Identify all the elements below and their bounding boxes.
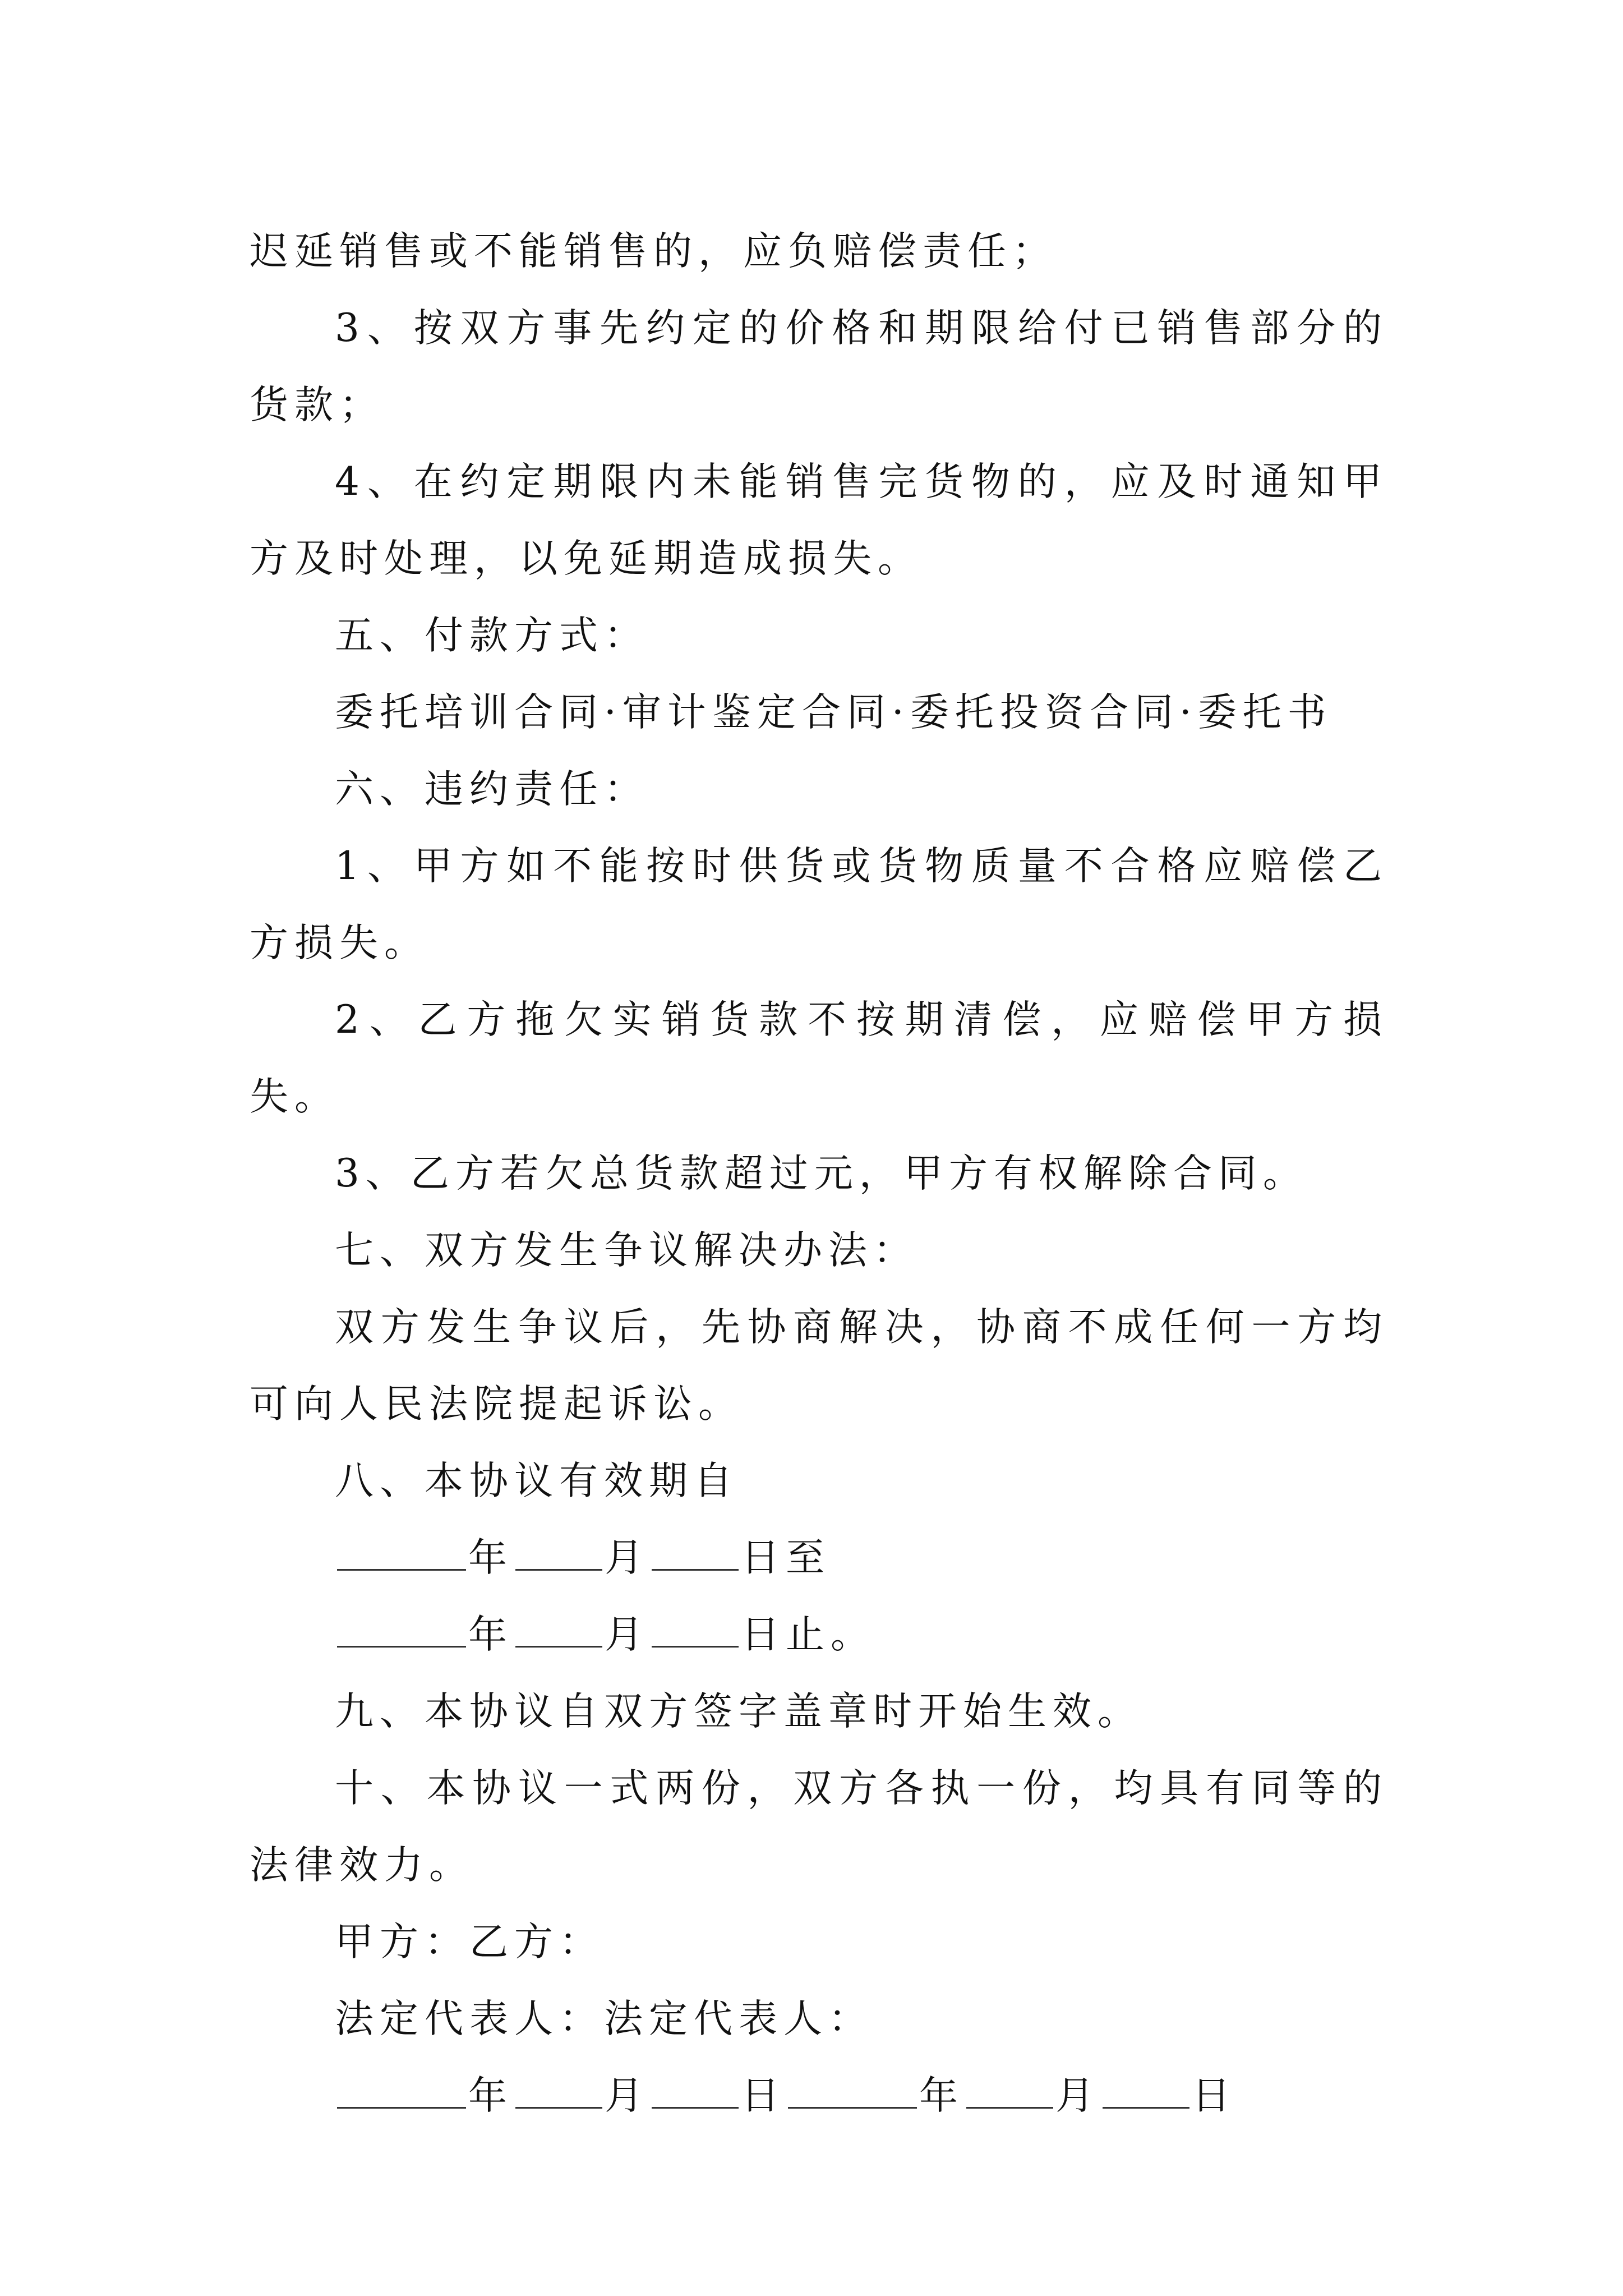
parties-line: 甲方：乙方：	[335, 1920, 604, 1964]
day-label: 日至	[741, 1535, 831, 1580]
validity-start-date	[250, 1520, 1388, 1596]
month-label: 月	[605, 1535, 649, 1580]
party-a-month-label: 月	[605, 2073, 649, 2118]
year-label: 年	[468, 1612, 513, 1657]
clause-6-1: 1、甲方如不能按时供货或货物质量不合格应赔偿乙方损失。	[250, 844, 1388, 965]
party-b-month-label: 月	[1055, 2073, 1100, 2118]
party-a-day-blank	[652, 2074, 739, 2109]
party-b-year-label: 年	[919, 2073, 964, 2118]
party-b-month-blank	[966, 2074, 1053, 2109]
clause-7-body: 双方发生争议后，先协商解决，协商不成任何一方均可向人民法院提起诉讼。	[250, 1305, 1388, 1427]
year-blank	[337, 1536, 466, 1571]
month-blank	[515, 1613, 602, 1648]
related-links: 委托培训合同·审计鉴定合同·委托投资合同·委托书	[335, 690, 1332, 735]
party-a-month-blank	[515, 2074, 602, 2109]
clause-6-3: 3、乙方若欠总货款超过元，甲方有权解除合同。	[335, 1151, 1308, 1196]
section-9: 九、本协议自双方签字盖章时开始生效。	[335, 1689, 1142, 1734]
day-blank	[652, 1536, 739, 1571]
section-7-heading: 七、双方发生争议解决办法：	[335, 1228, 918, 1273]
party-a-day-label: 日	[741, 2073, 786, 2118]
section-8-heading: 八、本协议有效期自	[335, 1458, 739, 1503]
party-b-day-label: 日	[1192, 2073, 1237, 2118]
section-6-heading: 六、违约责任：	[335, 767, 649, 812]
party-b-year-blank	[788, 2074, 917, 2109]
legal-representatives-line: 法定代表人：法定代表人：	[335, 1996, 873, 2041]
party-a-year-blank	[337, 2074, 466, 2109]
party-b-day-blank	[1103, 2074, 1189, 2109]
party-a-year-label: 年	[468, 2073, 513, 2118]
day-blank	[652, 1613, 739, 1648]
day-label: 日止。	[741, 1612, 875, 1657]
section-10: 十、本协议一式两份，双方各执一份，均具有同等的法律效力。	[250, 1766, 1388, 1888]
month-blank	[515, 1536, 602, 1571]
clause-4-3: 3、按双方事先约定的价格和期限给付已销售部分的货款；	[250, 306, 1388, 427]
section-5-heading: 五、付款方式：	[335, 613, 649, 658]
clause-4-4: 4、在约定期限内未能销售完货物的，应及时通知甲方及时处理，以免延期造成损失。	[250, 459, 1388, 581]
month-label: 月	[605, 1612, 649, 1657]
year-label: 年	[468, 1535, 513, 1580]
paragraph-continuation: 迟延销售或不能销售的，应负赔偿责任；	[250, 229, 1057, 274]
validity-end-date	[250, 1596, 1388, 1673]
clause-6-2: 2、乙方拖欠实销货款不按期清偿，应赔偿甲方损失。	[250, 997, 1388, 1119]
year-blank	[337, 1613, 466, 1648]
signature-dates	[250, 2058, 1388, 2134]
document-body	[250, 213, 1388, 2134]
